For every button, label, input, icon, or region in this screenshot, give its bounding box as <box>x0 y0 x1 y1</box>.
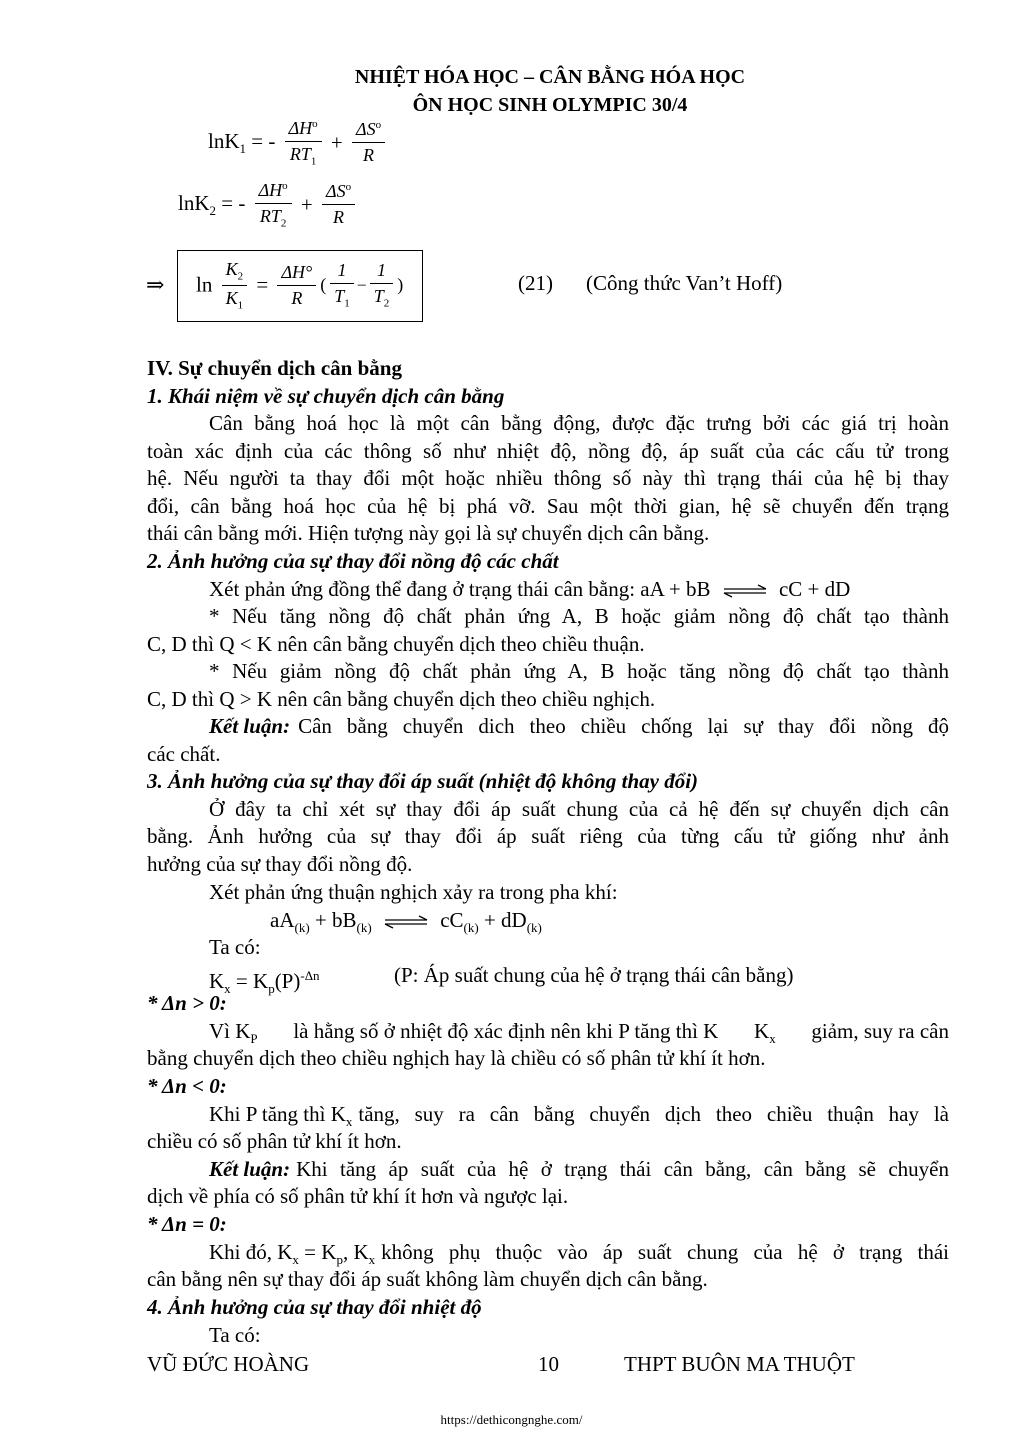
page-title-line1: NHIỆT HÓA HỌC – CÂN BẰNG HÓA HỌC <box>354 66 746 88</box>
paragraph-line: hệ. Nếu người ta thay đổi một hoặc nhiều thông số này thì trạng thái của hệ bị thay <box>147 466 949 490</box>
footer-url[interactable]: https://dethicongnghe.com/ <box>440 1412 583 1427</box>
paragraph-line: Xét phản ứng thuận nghịch xảy ra trong pha khí: <box>209 880 618 904</box>
paragraph-line: dịch về phía có số phân tử khí ít hơn và ngược lại. <box>147 1184 569 1208</box>
footer-school: THPT BUÔN MA THUỘT <box>624 1352 855 1376</box>
paragraph-line: các chất. <box>147 742 221 766</box>
equation-lnk1: lnK$_1$ = - $\frac{\Delta H^o}{RT_1}$ + $\frac{\Delta S^o}{R}$ <box>208 118 389 178</box>
case-heading: * Δn < 0: <box>147 1074 227 1098</box>
reaction-line: Xét phản ứng đồng thể đang ở trạng thái cân bằng: aA + bB cC + dD <box>209 577 851 601</box>
paragraph-line: Ở đây ta chỉ xét sự thay đổi áp suất chung của cả hệ đến sự chuyển dịch cân <box>209 797 949 821</box>
paragraph-line: Cân bằng hoá học là một cân bằng động, được đặc trưng bởi các giá trị hoàn <box>209 411 949 435</box>
page-title-line2: ÔN HỌC SINH OLYMPIC 30/4 <box>412 94 688 116</box>
paragraph-line: thái cân bằng mới. Hiện tượng này gọi là sự chuyển dịch cân bằng. <box>147 521 710 545</box>
paragraph-line: hưởng của sự thay đổi nồng độ. <box>147 852 413 876</box>
equilibrium-arrow-icon <box>722 584 768 598</box>
kx-equation-line: $K_x = K_p(P)^{-\Delta n}$ <box>209 968 320 997</box>
vant-hoff-box: ln $\frac{K_2}{K_1}$ = $\frac{\Delta H^\circ}{R}$ ( $\frac{1}{T_1}$ – $\frac{1}{T_2}$ ) <box>177 250 423 322</box>
case-heading: * Δn > 0: <box>147 991 227 1015</box>
subsection-heading-2: 2. Ảnh hưởng của sự thay đổi nồng độ các chất <box>147 549 559 573</box>
pressure-note: (P: Áp suất chung của hệ ở trạng thái cân bằng) <box>394 963 794 987</box>
equilibrium-arrow-icon <box>383 915 429 929</box>
paragraph-line: Ta có: <box>209 935 261 959</box>
conclusion-line: Kết luận: Cân bằng chuyển dich theo chiều chống lại sự thay đổi nồng độ <box>209 714 949 738</box>
paragraph-line: C, D thì Q < K nên cân bằng chuyển dịch theo chiều thuận. <box>147 632 645 656</box>
paragraph-line: Vì $K_P$ là hằng số ở nhiệt độ xác định nên khi P tăng thì K $K_x$ giảm, suy ra cân <box>209 1019 949 1047</box>
conclusion-line: Kết luận: Khi tăng áp suất của hệ ở trạng thái cân bằng, cân bằng sẽ chuyển <box>209 1157 949 1181</box>
paragraph-line: đổi, cân bằng hoá học của hệ bị phá vỡ. Sau một thời gian, hệ sẽ chuyển đến trạng <box>147 494 949 518</box>
paragraph-line: bằng chuyển dịch theo chiều nghịch hay là chiều có số phân tử khí ít hơn. <box>147 1046 766 1070</box>
subsection-heading-3: 3. Ảnh hưởng của sự thay đổi áp suất (nhiệt độ không thay đổi) <box>147 769 699 793</box>
gas-reaction-line: $aA_{(k)} + bB_{(k)}$ $cC_{(k)} + dD_{(k)}$ <box>270 908 542 936</box>
paragraph-line: cân bằng nên sự thay đổi áp suất không làm chuyển dịch cân bằng. <box>147 1267 708 1291</box>
section-heading: IV. Sự chuyển dịch cân bằng <box>147 356 402 380</box>
vant-hoff-label: (Công thức Van’t Hoff) <box>586 271 783 295</box>
paragraph-line: Ta có: <box>209 1323 261 1347</box>
subsection-heading-4: 4. Ảnh hưởng của sự thay đổi nhiệt độ <box>147 1295 482 1319</box>
subsection-heading-1: 1. Khái niệm về sự chuyển dịch cân bằng <box>147 384 505 408</box>
paragraph-line: toàn xác định của các thông số như nhiệt độ, nồng độ, áp suất của các cấu tử trong <box>147 439 949 463</box>
case-heading: * Δn = 0: <box>147 1212 227 1236</box>
equation-number: (21) <box>518 271 553 295</box>
paragraph-line: Khi đó, $K_x = K_p$, $K_x$ không phụ thuộc vào áp suất chung của hệ ở trạng thái <box>209 1240 949 1268</box>
footer-page-number: 10 <box>538 1352 559 1376</box>
equation-lnk2: lnK$_2$ = - $\frac{\Delta H^o}{RT_2}$ + $\frac{\Delta S^o}{R}$ <box>178 180 359 240</box>
paragraph-line: * Nếu giảm nồng độ chất phản ứng A, B hoặc tăng nồng độ chất tạo thành <box>209 659 949 683</box>
paragraph-line: * Nếu tăng nồng độ chất phản ứng A, B hoặc giảm nồng độ chất tạo thành <box>209 604 949 628</box>
implies-arrow: ⇒ <box>146 272 165 297</box>
paragraph-line: bằng. Ảnh hưởng của sự thay đổi áp suất riêng của từng cấu tử giống như ảnh <box>147 824 949 848</box>
footer-author: VŨ ĐỨC HOÀNG <box>147 1352 310 1376</box>
paragraph-line: chiều có số phân tử khí ít hơn. <box>147 1129 402 1153</box>
paragraph-line: Khi P tăng thì $K_x$ tăng, suy ra cân bằng chuyển dịch theo chiều thuận hay là <box>209 1102 949 1130</box>
paragraph-line: C, D thì Q > K nên cân bằng chuyển dịch theo chiều nghịch. <box>147 687 656 711</box>
